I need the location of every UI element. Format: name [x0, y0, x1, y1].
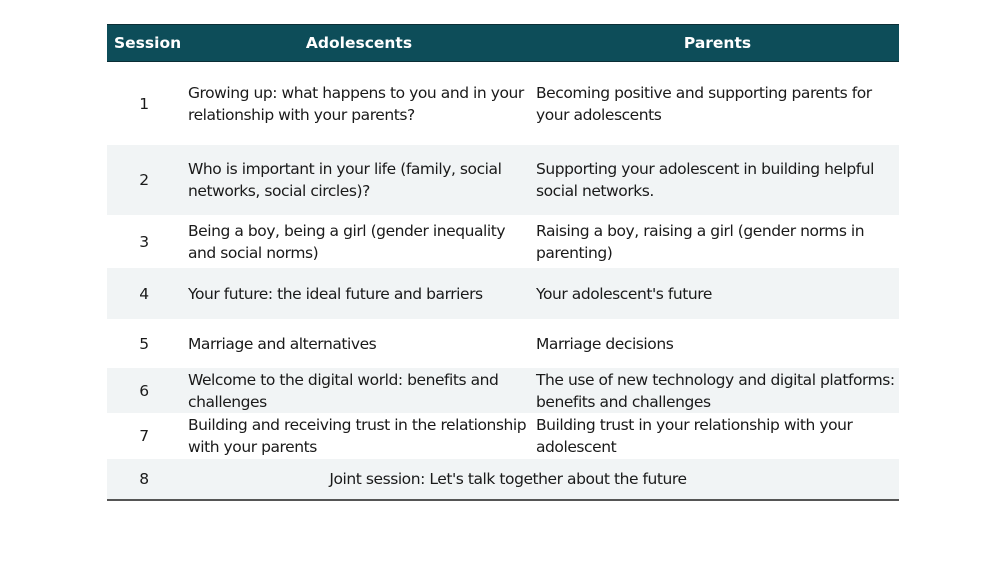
session-number: 8	[139, 470, 149, 488]
session-number: 3	[139, 232, 149, 251]
session-number: 2	[139, 171, 149, 189]
header-parents: Parents	[683, 34, 752, 52]
header-session: Session	[114, 34, 182, 52]
parents-topic: Your adolescent's future	[536, 284, 712, 303]
joint-session-topic: Joint session: Let's talk together about the future	[329, 470, 687, 488]
table-row	[107, 268, 899, 319]
adolescents-topic: Being a boy, being a girl (gender inequality and social norms)	[188, 221, 506, 262]
parents-topic: Marriage decisions	[536, 334, 674, 353]
parents-topic: The use of new technology and digital platforms: benefits and challenges	[536, 370, 895, 411]
session-number: 7	[139, 427, 149, 445]
table-row	[107, 215, 899, 268]
adolescents-topic: Marriage and alternatives	[188, 334, 377, 353]
adolescents-topic: Your future: the ideal future and barriers	[188, 284, 483, 303]
sessions-table	[107, 24, 899, 501]
parents-topic: Supporting your adolescent in building helpful social networks.	[536, 160, 875, 200]
adolescents-topic: Who is important in your life (family, social networks, social circles)?	[188, 160, 502, 200]
parents-topic: Becoming positive and supporting parents for your adolescents	[536, 83, 872, 124]
parents-topic: Raising a boy, raising a girl (gender norms in parenting)	[536, 221, 865, 262]
table-row	[107, 62, 899, 145]
table-row	[107, 319, 899, 368]
adolescents-topic: Welcome to the digital world: benefits and challenges	[188, 370, 499, 411]
session-number: 1	[139, 94, 149, 113]
adolescents-topic: Growing up: what happens to you and in your relationship with your parents?	[188, 83, 524, 124]
header-adolescents: Adolescents	[305, 34, 413, 52]
table-row	[107, 413, 899, 459]
parents-topic: Building trust in your relationship with your adolescent	[536, 416, 853, 456]
adolescents-topic: Building and receiving trust in the relationship with your parents	[188, 416, 527, 456]
session-number: 4	[139, 284, 149, 303]
session-number: 6	[139, 381, 149, 400]
table-row	[107, 368, 899, 413]
table-header	[107, 25, 899, 62]
table-row	[107, 459, 899, 499]
table-row	[107, 145, 899, 215]
session-number: 5	[139, 334, 149, 353]
